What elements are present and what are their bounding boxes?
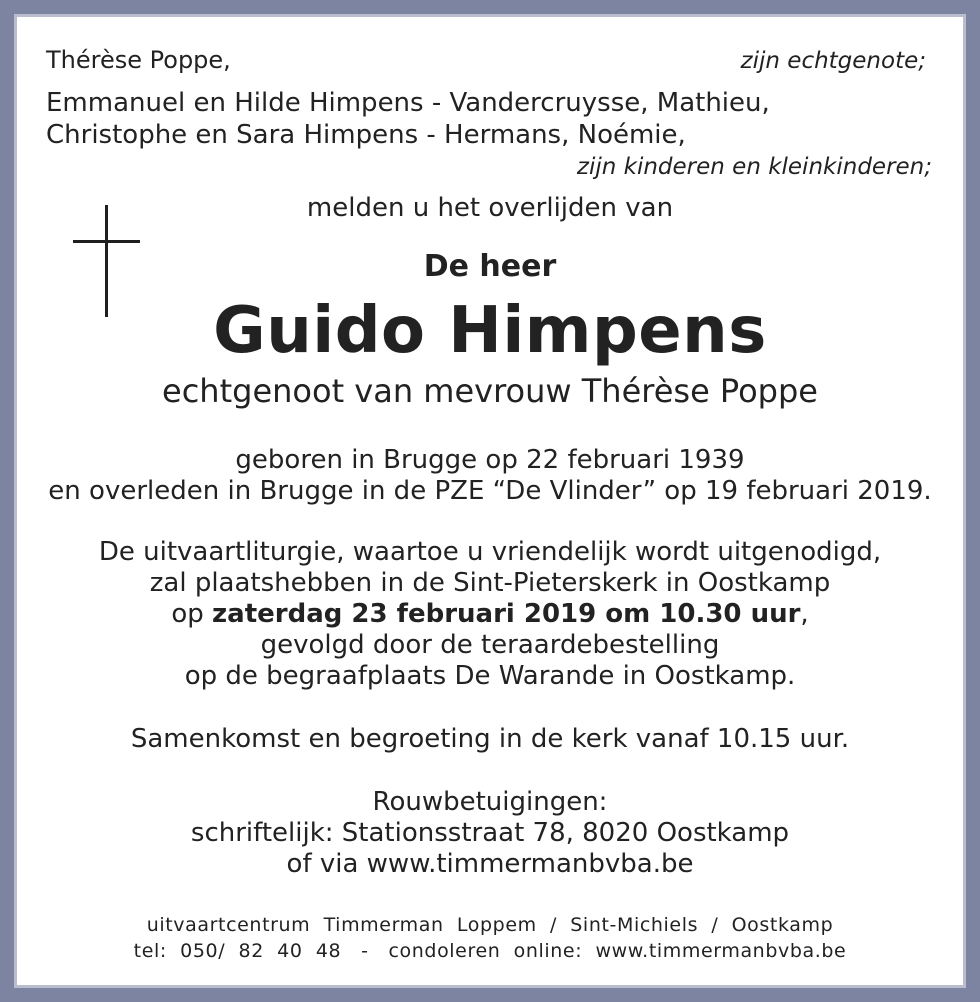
children-line-1: Emmanuel en Hilde Himpens - Vandercruysse, Mathieu, xyxy=(46,88,770,118)
deceased-subtitle: echtgenoot van mevrouw Thérèse Poppe xyxy=(162,372,818,410)
announcement-intro: melden u het overlijden van xyxy=(306,193,674,223)
spouse-role: zijn echtgenote; xyxy=(740,48,926,74)
service-line-2: zal plaatshebben in de Sint-Pieterskerk in Oostkamp xyxy=(149,568,831,598)
gathering-line: Samenkomst en begroeting in de kerk vanaf 10.15 uur. xyxy=(130,724,850,754)
deceased-name: Guido Himpens xyxy=(213,294,767,368)
footer-line-2: tel: 050/ 82 40 48 - condoleren online: www.timmermanbvba.be xyxy=(133,940,847,962)
service-line-3-prefix: op xyxy=(171,599,213,629)
children-role: zijn kinderen en kleinkinderen; xyxy=(576,154,932,180)
spouse-name: Thérèse Poppe, xyxy=(46,46,231,74)
service-line-1: De uitvaartliturgie, waartoe u vriendelijk wordt uitgenodigd, xyxy=(98,537,882,567)
service-line-3-suffix: , xyxy=(800,599,809,629)
service-line-5: op de begraafplaats De Warande in Oostkamp. xyxy=(184,661,796,691)
service-line-3 xyxy=(0,599,980,629)
cross-icon-horizontal xyxy=(73,240,140,243)
service-date-time: zaterdag 23 februari 2019 om 10.30 uur xyxy=(212,599,801,629)
service-line-4: gevolgd door de teraardebestelling xyxy=(260,630,720,660)
footer-line-1: uitvaartcentrum Timmerman Loppem / Sint-Michiels / Oostkamp xyxy=(146,914,834,936)
condolences-title: Rouwbetuigingen: xyxy=(372,787,608,817)
birth-line: geboren in Brugge op 22 februari 1939 xyxy=(235,445,745,475)
death-line: en overleden in Brugge in de PZE “De Vlinder” op 19 februari 2019. xyxy=(48,476,932,506)
condolences-web: of via www.timmermanbvba.be xyxy=(286,849,694,879)
children-line-2: Christophe en Sara Himpens - Hermans, Noémie, xyxy=(46,120,686,150)
announcement-title: De heer xyxy=(423,249,557,284)
condolences-address: schriftelijk: Stationsstraat 78, 8020 Oostkamp xyxy=(190,818,790,848)
